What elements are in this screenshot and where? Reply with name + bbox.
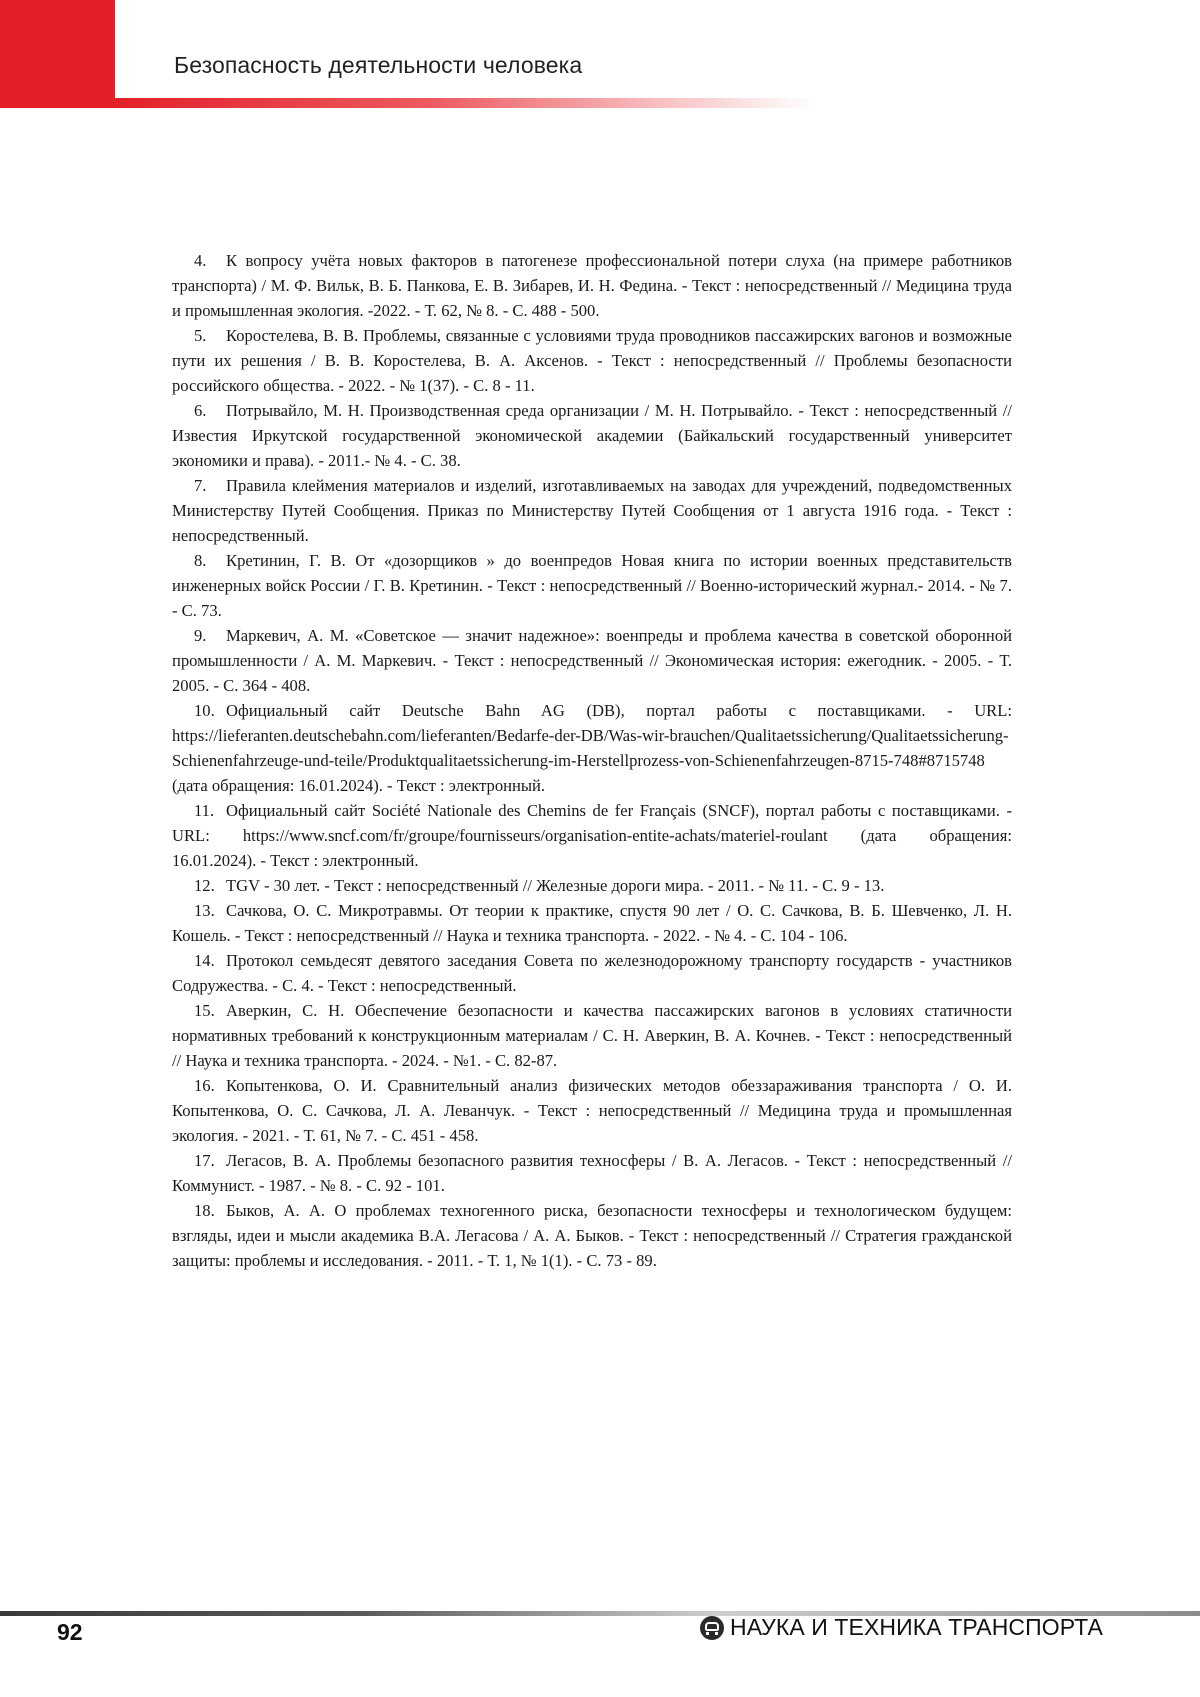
reference-number: 11. xyxy=(194,801,215,820)
header-accent-block xyxy=(0,0,115,108)
journal-name: НАУКА И ТЕХНИКА ТРАНСПОРТА xyxy=(730,1614,1103,1640)
reference-item xyxy=(172,998,1012,1073)
page-number: 92 xyxy=(57,1619,83,1645)
reference-text: Официальный сайт Deutsche Bahn AG (DB), портал работы с поставщиками. - URL: https://lieferanten.deutschebahn.com/lieferanten/Bedarfe-der-DB/Was-wir-brauchen/Qualitaetssicherung/Qualitaetssicherung-Schienenfahrzeuge-und-teile/Produktqualitaetssicherung-im-Herstellprozess-von-Schienenfahrzeugen-8715-748#8715748 (дата обращения: 16.01.2024). - Текст : электронный. xyxy=(172,701,1012,795)
reference-item xyxy=(172,698,1012,798)
reference-item xyxy=(172,948,1012,998)
reference-list xyxy=(172,248,1012,1273)
reference-text: Официальный сайт Société Nationale des Chemins de fer Français (SNCF), портал работы с поставщиками. - URL: https://www.sncf.com/fr/groupe/fournisseurs/organisation-entite-achats/materiel-roulant (дата обращения: 16.01.2024). - Текст : электронный. xyxy=(172,801,1012,870)
reference-number: 10. xyxy=(194,701,215,720)
reference-text: К вопросу учёта новых факторов в патогенезе профессиональной потери слуха (на примере работников транспорта) / М. Ф. Вильк, В. Б. Панкова, Е. В. Зибарев, И. Н. Федина. - Текст : непосредственный // Медицина труда и промышленная экология. -2022. - Т. 62, № 8. - С. 488 - 500. xyxy=(172,251,1012,320)
reference-item xyxy=(172,898,1012,948)
reference-item xyxy=(172,798,1012,873)
reference-item xyxy=(172,1073,1012,1148)
reference-text: Аверкин, С. Н. Обеспечение безопасности и качества пассажирских вагонов в условиях статичности нормативных требований к конструкционным материалам / С. Н. Аверкин, В. А. Кочнев. - Текст : непосредственный // Наука и техника транспорта. - 2024. - №1. - С. 82-87. xyxy=(172,1001,1012,1070)
reference-text: Копытенкова, О. И. Сравнительный анализ физических методов обеззараживания транспорта / О. И. Копытенкова, О. С. Сачкова, Л. А. Леванчук. - Текст : непосредственный // Медицина труда и промышленная экология. - 2021. - Т. 61, № 7. - С. 451 - 458. xyxy=(172,1076,1012,1145)
reference-item xyxy=(172,248,1012,323)
reference-number: 12. xyxy=(194,876,215,895)
reference-text: Коростелева, В. В. Проблемы, связанные с условиями труда проводников пассажирских вагонов и возможные пути их решения / В. В. Коростелева, В. А. Аксенов. - Текст : непосредственный // Проблемы безопасности российского общества. - 2022. - № 1(37). - С. 8 - 11. xyxy=(172,326,1012,395)
header-divider xyxy=(115,98,815,108)
reference-text: Легасов, В. А. Проблемы безопасного развития техносферы / В. А. Легасов. - Текст : непосредственный // Коммунист. - 1987. - № 8. - С. 92 - 101. xyxy=(172,1151,1012,1195)
reference-number: 9. xyxy=(194,626,207,645)
reference-number: 17. xyxy=(194,1151,215,1170)
reference-item xyxy=(172,398,1012,473)
reference-number: 7. xyxy=(194,476,207,495)
reference-number: 18. xyxy=(194,1201,215,1220)
reference-item xyxy=(172,1198,1012,1273)
journal-branding xyxy=(700,1614,1103,1641)
reference-text: Протокол семьдесят девятого заседания Совета по железнодорожному транспорту государств - участников Содружества. - С. 4. - Текст : непосредственный. xyxy=(172,951,1012,995)
reference-text: Быков, А. А. О проблемах техногенного риска, безопасности техносферы и технологическом будущем: взгляды, идеи и мысли академика В.А. Легасова / А. А. Быков. - Текст : непосредственный // Стратегия гражданской защиты: проблемы и исследования. - 2011. - Т. 1, № 1(1). - С. 73 - 89. xyxy=(172,1201,1012,1270)
reference-text: TGV - 30 лет. - Текст : непосредственный // Железные дороги мира. - 2011. - № 11. - С. 9 - 13. xyxy=(226,876,885,895)
reference-item xyxy=(172,1148,1012,1198)
train-front-icon xyxy=(700,1616,724,1640)
reference-text: Потрывайло, М. Н. Производственная среда организации / М. Н. Потрывайло. - Текст : непосредственный // Известия Иркутской государственной экономической академии (Байкальский государственный университет экономики и права). - 2011.- № 4. - С. 38. xyxy=(172,401,1012,470)
reference-text: Правила клеймения материалов и изделий, изготавливаемых на заводах для учреждений, подведомственных Министерству Путей Сообщения. Приказ по Министерству Путей Сообщения от 1 августа 1916 года. - Текст : непосредственный. xyxy=(172,476,1012,545)
section-title: Безопасность деятельности человека xyxy=(174,52,583,78)
reference-item xyxy=(172,323,1012,398)
reference-text: Сачкова, О. С. Микротравмы. От теории к практике, спустя 90 лет / О. С. Сачкова, В. Б. Шевченко, Л. Н. Кошель. - Текст : непосредственный // Наука и техника транспорта. - 2022. - № 4. - С. 104 - 106. xyxy=(172,901,1012,945)
reference-number: 4. xyxy=(194,251,207,270)
reference-item xyxy=(172,473,1012,548)
reference-number: 8. xyxy=(194,551,207,570)
reference-number: 5. xyxy=(194,326,207,345)
reference-text: Кретинин, Г. В. От «дозорщиков » до военпредов Новая книга по истории военных представительств инженерных войск России / Г. В. Кретинин. - Текст : непосредственный // Военно-исторический журнал.- 2014. - № 7. - С. 73. xyxy=(172,551,1012,620)
reference-number: 15. xyxy=(194,1001,215,1020)
reference-text: Маркевич, А. М. «Советское — значит надежное»: военпреды и проблема качества в советской оборонной промышленности / А. М. Маркевич. - Текст : непосредственный // Экономическая история: ежегодник. - 2005. - Т. 2005. - С. 364 - 408. xyxy=(172,626,1012,695)
reference-item xyxy=(172,873,1012,898)
reference-item xyxy=(172,548,1012,623)
reference-number: 16. xyxy=(194,1076,215,1095)
reference-number: 13. xyxy=(194,901,215,920)
reference-item xyxy=(172,623,1012,698)
reference-number: 6. xyxy=(194,401,207,420)
reference-number: 14. xyxy=(194,951,215,970)
